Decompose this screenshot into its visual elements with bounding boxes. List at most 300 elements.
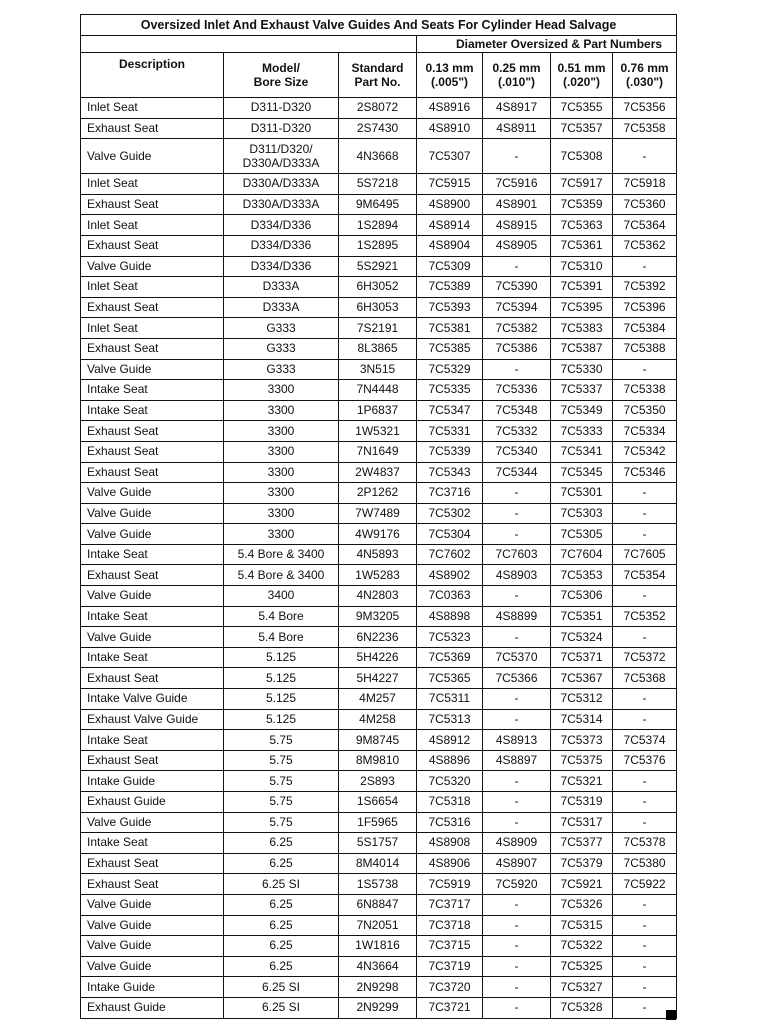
description-cell: Valve Guide: [81, 915, 224, 936]
part-051mm-cell: 7C5341: [551, 441, 613, 462]
model-cell: D333A: [224, 277, 339, 298]
table-body: [81, 98, 677, 1019]
part-051mm-cell: 7C5383: [551, 318, 613, 339]
part-025mm-cell: 4S8907: [483, 853, 551, 874]
description-cell: Exhaust Seat: [81, 194, 224, 215]
part-025mm-cell: 7C5382: [483, 318, 551, 339]
table-row: [81, 483, 677, 504]
part-076mm-cell: 7C5392: [613, 277, 677, 298]
model-cell: 5.75: [224, 812, 339, 833]
table-row: [81, 812, 677, 833]
model-cell: D311/D320/ D330A/D333A: [224, 139, 339, 174]
part-025mm-cell: 7C5366: [483, 668, 551, 689]
part-025mm-cell: 4S8897: [483, 750, 551, 771]
standard-part-cell: 8L3865: [339, 338, 417, 359]
model-cell: 5.4 Bore & 3400: [224, 565, 339, 586]
standard-part-cell: 2N9299: [339, 997, 417, 1018]
table-row: [81, 235, 677, 256]
table-row: [81, 771, 677, 792]
part-076mm-cell: -: [613, 709, 677, 730]
table-row: [81, 586, 677, 607]
standard-part-cell: 7N1649: [339, 441, 417, 462]
model-cell: D334/D336: [224, 215, 339, 236]
table-row: [81, 359, 677, 380]
description-cell: Inlet Seat: [81, 174, 224, 195]
part-025mm-cell: -: [483, 812, 551, 833]
part-025mm-cell: 4S8917: [483, 98, 551, 119]
standard-part-cell: 5S2921: [339, 256, 417, 277]
model-cell: 5.125: [224, 647, 339, 668]
part-025mm-cell: 4S8911: [483, 118, 551, 139]
part-051mm-cell: 7C5306: [551, 586, 613, 607]
table-row: [81, 421, 677, 442]
table-row: [81, 98, 677, 119]
part-025mm-cell: -: [483, 483, 551, 504]
part-051mm-cell: 7C5317: [551, 812, 613, 833]
table-row: [81, 215, 677, 236]
part-013mm-cell: 4S8898: [417, 606, 483, 627]
part-076mm-cell: 7C5342: [613, 441, 677, 462]
part-076mm-cell: 7C5356: [613, 98, 677, 119]
part-025mm-cell: -: [483, 709, 551, 730]
part-051mm-cell: 7C5321: [551, 771, 613, 792]
part-013mm-cell: 7C3721: [417, 997, 483, 1018]
description-cell: Exhaust Seat: [81, 297, 224, 318]
table-row: [81, 524, 677, 545]
model-cell: D311-D320: [224, 118, 339, 139]
description-cell: Intake Seat: [81, 730, 224, 751]
standard-part-cell: 4N3668: [339, 139, 417, 174]
description-cell: Exhaust Guide: [81, 997, 224, 1018]
part-051mm-cell: 7C5367: [551, 668, 613, 689]
model-cell: 6.25 SI: [224, 977, 339, 998]
table-row: [81, 256, 677, 277]
table-row: [81, 318, 677, 339]
part-051mm-cell: 7C5391: [551, 277, 613, 298]
part-025mm-cell: 7C5390: [483, 277, 551, 298]
part-076mm-cell: 7C5346: [613, 462, 677, 483]
model-cell: 3400: [224, 586, 339, 607]
standard-part-cell: 9M6495: [339, 194, 417, 215]
part-025mm-cell: 4S8905: [483, 235, 551, 256]
parts-table: [80, 14, 677, 1019]
description-cell: Valve Guide: [81, 139, 224, 174]
part-013mm-cell: 7C5316: [417, 812, 483, 833]
table-row: [81, 647, 677, 668]
part-025mm-cell: -: [483, 936, 551, 957]
column-header: [224, 53, 339, 98]
table-row: [81, 400, 677, 421]
part-013mm-cell: 7C5307: [417, 139, 483, 174]
part-051mm-cell: 7C5314: [551, 709, 613, 730]
part-051mm-cell: 7C5395: [551, 297, 613, 318]
description-cell: Valve Guide: [81, 524, 224, 545]
table-row: [81, 462, 677, 483]
part-013mm-cell: 7C5389: [417, 277, 483, 298]
table-row: [81, 118, 677, 139]
part-025mm-cell: 7C5394: [483, 297, 551, 318]
part-076mm-cell: -: [613, 689, 677, 710]
part-025mm-cell: 7C7603: [483, 544, 551, 565]
description-cell: Intake Seat: [81, 380, 224, 401]
description-cell: Exhaust Seat: [81, 668, 224, 689]
table-row: [81, 792, 677, 813]
part-013mm-cell: 7C3717: [417, 894, 483, 915]
model-cell: 6.25: [224, 833, 339, 854]
part-051mm-cell: 7C5305: [551, 524, 613, 545]
description-cell: Exhaust Seat: [81, 235, 224, 256]
column-header-line2: (.005"): [430, 75, 469, 89]
model-cell: 6.25: [224, 915, 339, 936]
description-cell: Exhaust Seat: [81, 441, 224, 462]
standard-part-cell: 7W7489: [339, 503, 417, 524]
part-025mm-cell: -: [483, 771, 551, 792]
model-cell: 3300: [224, 503, 339, 524]
part-013mm-cell: 4S8908: [417, 833, 483, 854]
part-076mm-cell: -: [613, 915, 677, 936]
column-header-line1: Description: [118, 57, 185, 71]
part-013mm-cell: 4S8914: [417, 215, 483, 236]
table-row: [81, 194, 677, 215]
column-header: [483, 53, 551, 98]
part-051mm-cell: 7C7604: [551, 544, 613, 565]
description-cell: Exhaust Valve Guide: [81, 709, 224, 730]
part-013mm-cell: 7C5919: [417, 874, 483, 895]
table-row: [81, 606, 677, 627]
description-cell: Inlet Seat: [81, 98, 224, 119]
standard-part-cell: 2S7430: [339, 118, 417, 139]
model-cell: 3300: [224, 524, 339, 545]
part-025mm-cell: -: [483, 977, 551, 998]
model-cell: 5.4 Bore: [224, 627, 339, 648]
part-025mm-cell: 7C5344: [483, 462, 551, 483]
standard-part-cell: 4M257: [339, 689, 417, 710]
table-row: [81, 689, 677, 710]
description-cell: Inlet Seat: [81, 318, 224, 339]
column-header-line1: 0.76 mm: [620, 61, 669, 75]
part-013mm-cell: 7C5393: [417, 297, 483, 318]
part-013mm-cell: 7C5339: [417, 441, 483, 462]
part-076mm-cell: 7C5380: [613, 853, 677, 874]
part-013mm-cell: 7C7602: [417, 544, 483, 565]
part-013mm-cell: 7C5385: [417, 338, 483, 359]
model-cell: D334/D336: [224, 235, 339, 256]
table-row: [81, 750, 677, 771]
standard-part-cell: 6H3052: [339, 277, 417, 298]
model-cell: D330A/D333A: [224, 174, 339, 195]
part-051mm-cell: 7C5353: [551, 565, 613, 586]
part-076mm-cell: 7C5350: [613, 400, 677, 421]
column-header-line2: Part No.: [354, 75, 401, 89]
part-013mm-cell: 7C5318: [417, 792, 483, 813]
standard-part-cell: 9M8745: [339, 730, 417, 751]
part-025mm-cell: -: [483, 997, 551, 1018]
part-025mm-cell: 4S8913: [483, 730, 551, 751]
column-header: [613, 53, 677, 98]
description-cell: Exhaust Seat: [81, 118, 224, 139]
column-header-line2: Bore Size: [253, 75, 309, 89]
column-header-line1: 0.13 mm: [425, 61, 474, 75]
part-076mm-cell: -: [613, 936, 677, 957]
table-row: [81, 565, 677, 586]
part-013mm-cell: 4S8912: [417, 730, 483, 751]
part-025mm-cell: 7C5340: [483, 441, 551, 462]
standard-part-cell: 6N8847: [339, 894, 417, 915]
standard-part-cell: 7S2191: [339, 318, 417, 339]
table-row: [81, 139, 677, 174]
standard-part-cell: 4N3664: [339, 956, 417, 977]
part-051mm-cell: 7C5325: [551, 956, 613, 977]
part-025mm-cell: 7C5348: [483, 400, 551, 421]
part-076mm-cell: -: [613, 139, 677, 174]
description-cell: Valve Guide: [81, 812, 224, 833]
model-cell: 5.75: [224, 750, 339, 771]
model-cell: 5.125: [224, 668, 339, 689]
model-cell: 3300: [224, 421, 339, 442]
model-cell: G333: [224, 318, 339, 339]
part-051mm-cell: 7C5373: [551, 730, 613, 751]
description-cell: Exhaust Seat: [81, 338, 224, 359]
model-cell: 5.75: [224, 730, 339, 751]
description-cell: Valve Guide: [81, 627, 224, 648]
description-cell: Exhaust Seat: [81, 462, 224, 483]
description-cell: Valve Guide: [81, 956, 224, 977]
part-051mm-cell: 7C5349: [551, 400, 613, 421]
model-cell: G333: [224, 359, 339, 380]
part-051mm-cell: 7C5357: [551, 118, 613, 139]
description-cell: Intake Valve Guide: [81, 689, 224, 710]
part-025mm-cell: 4S8901: [483, 194, 551, 215]
table-title: Oversized Inlet And Exhaust Valve Guides And Seats For Cylinder Head Salvage: [81, 15, 677, 36]
part-025mm-cell: -: [483, 689, 551, 710]
part-013mm-cell: 4S8902: [417, 565, 483, 586]
model-cell: 3300: [224, 441, 339, 462]
standard-part-cell: 5S1757: [339, 833, 417, 854]
part-076mm-cell: 7C5374: [613, 730, 677, 751]
part-076mm-cell: 7C5362: [613, 235, 677, 256]
description-cell: Valve Guide: [81, 586, 224, 607]
description-cell: Exhaust Seat: [81, 853, 224, 874]
part-025mm-cell: -: [483, 256, 551, 277]
part-076mm-cell: 7C5372: [613, 647, 677, 668]
standard-part-cell: 1P6837: [339, 400, 417, 421]
part-076mm-cell: 7C5360: [613, 194, 677, 215]
part-076mm-cell: 7C5352: [613, 606, 677, 627]
part-076mm-cell: 7C5368: [613, 668, 677, 689]
table-row: [81, 894, 677, 915]
part-051mm-cell: 7C5359: [551, 194, 613, 215]
part-025mm-cell: -: [483, 359, 551, 380]
parts-table-sheet: [80, 14, 676, 1019]
part-076mm-cell: 7C5922: [613, 874, 677, 895]
part-013mm-cell: 7C0363: [417, 586, 483, 607]
description-cell: Inlet Seat: [81, 277, 224, 298]
standard-part-cell: 7N2051: [339, 915, 417, 936]
part-025mm-cell: -: [483, 503, 551, 524]
part-076mm-cell: -: [613, 977, 677, 998]
model-cell: D334/D336: [224, 256, 339, 277]
table-row: [81, 503, 677, 524]
part-076mm-cell: -: [613, 956, 677, 977]
model-cell: 5.4 Bore: [224, 606, 339, 627]
part-013mm-cell: 7C3716: [417, 483, 483, 504]
model-cell: 6.25 SI: [224, 874, 339, 895]
part-013mm-cell: 4S8900: [417, 194, 483, 215]
column-header-line1: Standard: [351, 61, 404, 75]
part-025mm-cell: -: [483, 586, 551, 607]
part-025mm-cell: -: [483, 915, 551, 936]
table-row: [81, 174, 677, 195]
part-025mm-cell: 7C5920: [483, 874, 551, 895]
table-row: [81, 668, 677, 689]
part-051mm-cell: 7C5917: [551, 174, 613, 195]
part-051mm-cell: 7C5327: [551, 977, 613, 998]
corner-mark: [666, 1010, 676, 1020]
part-051mm-cell: 7C5319: [551, 792, 613, 813]
part-013mm-cell: 7C5302: [417, 503, 483, 524]
part-013mm-cell: 7C5313: [417, 709, 483, 730]
column-header-line1: 0.25 mm: [492, 61, 541, 75]
standard-part-cell: 1S6654: [339, 792, 417, 813]
model-cell: 6.25 SI: [224, 997, 339, 1018]
part-051mm-cell: 7C5371: [551, 647, 613, 668]
standard-part-cell: 2P1262: [339, 483, 417, 504]
part-013mm-cell: 7C5309: [417, 256, 483, 277]
part-013mm-cell: 7C5369: [417, 647, 483, 668]
description-cell: Intake Seat: [81, 606, 224, 627]
table-row: [81, 380, 677, 401]
standard-part-cell: 3N515: [339, 359, 417, 380]
standard-part-cell: 6N2236: [339, 627, 417, 648]
part-051mm-cell: 7C5322: [551, 936, 613, 957]
description-cell: Valve Guide: [81, 256, 224, 277]
part-051mm-cell: 7C5326: [551, 894, 613, 915]
description-cell: Valve Guide: [81, 483, 224, 504]
model-cell: 6.25: [224, 956, 339, 977]
table-row: [81, 956, 677, 977]
column-header-line2: (.020"): [562, 75, 601, 89]
model-cell: D311-D320: [224, 98, 339, 119]
column-header: [417, 53, 483, 98]
part-076mm-cell: -: [613, 524, 677, 545]
part-051mm-cell: 7C5363: [551, 215, 613, 236]
part-076mm-cell: 7C5376: [613, 750, 677, 771]
model-cell: 5.4 Bore & 3400: [224, 544, 339, 565]
part-013mm-cell: 7C5320: [417, 771, 483, 792]
description-cell: Exhaust Seat: [81, 421, 224, 442]
column-header-line2: (.010"): [497, 75, 536, 89]
standard-part-cell: 4M258: [339, 709, 417, 730]
header-spacer: [81, 36, 417, 53]
model-cell: 5.125: [224, 709, 339, 730]
table-row: [81, 997, 677, 1018]
standard-part-cell: 2N9298: [339, 977, 417, 998]
part-076mm-cell: -: [613, 627, 677, 648]
part-013mm-cell: 7C5323: [417, 627, 483, 648]
standard-part-cell: 5S7218: [339, 174, 417, 195]
standard-part-cell: 1W5283: [339, 565, 417, 586]
part-076mm-cell: -: [613, 359, 677, 380]
part-076mm-cell: -: [613, 771, 677, 792]
part-051mm-cell: 7C5333: [551, 421, 613, 442]
part-013mm-cell: 4S8906: [417, 853, 483, 874]
part-025mm-cell: 7C5336: [483, 380, 551, 401]
part-013mm-cell: 7C5335: [417, 380, 483, 401]
table-row: [81, 544, 677, 565]
part-076mm-cell: 7C5338: [613, 380, 677, 401]
part-051mm-cell: 7C5337: [551, 380, 613, 401]
part-025mm-cell: -: [483, 792, 551, 813]
model-cell: 6.25: [224, 894, 339, 915]
standard-part-cell: 1S2894: [339, 215, 417, 236]
description-cell: Intake Seat: [81, 647, 224, 668]
model-cell: 6.25: [224, 853, 339, 874]
part-025mm-cell: -: [483, 894, 551, 915]
part-051mm-cell: 7C5921: [551, 874, 613, 895]
part-025mm-cell: 7C5916: [483, 174, 551, 195]
column-header-line1: 0.51 mm: [557, 61, 606, 75]
standard-part-cell: 1S2895: [339, 235, 417, 256]
table-row: [81, 936, 677, 957]
part-076mm-cell: 7C5364: [613, 215, 677, 236]
part-025mm-cell: 4S8903: [483, 565, 551, 586]
part-076mm-cell: 7C5354: [613, 565, 677, 586]
model-cell: D330A/D333A: [224, 194, 339, 215]
description-cell: Intake Seat: [81, 833, 224, 854]
description-cell: Inlet Seat: [81, 215, 224, 236]
part-013mm-cell: 7C5331: [417, 421, 483, 442]
table-row: [81, 853, 677, 874]
standard-part-cell: 8M9810: [339, 750, 417, 771]
part-051mm-cell: 7C5301: [551, 483, 613, 504]
part-076mm-cell: 7C5378: [613, 833, 677, 854]
model-cell: 5.75: [224, 792, 339, 813]
model-cell: G333: [224, 338, 339, 359]
part-013mm-cell: 7C5329: [417, 359, 483, 380]
model-cell: 3300: [224, 462, 339, 483]
part-076mm-cell: 7C5918: [613, 174, 677, 195]
model-cell: 5.75: [224, 771, 339, 792]
part-025mm-cell: 4S8915: [483, 215, 551, 236]
part-051mm-cell: 7C5308: [551, 139, 613, 174]
standard-part-cell: 2W4837: [339, 462, 417, 483]
part-025mm-cell: 7C5370: [483, 647, 551, 668]
description-cell: Exhaust Guide: [81, 792, 224, 813]
column-header: [551, 53, 613, 98]
part-051mm-cell: 7C5377: [551, 833, 613, 854]
part-051mm-cell: 7C5375: [551, 750, 613, 771]
part-013mm-cell: 7C5343: [417, 462, 483, 483]
standard-part-cell: 1W1816: [339, 936, 417, 957]
description-cell: Intake Guide: [81, 771, 224, 792]
standard-part-cell: 1F5965: [339, 812, 417, 833]
part-025mm-cell: -: [483, 956, 551, 977]
part-076mm-cell: -: [613, 503, 677, 524]
part-013mm-cell: 4S8916: [417, 98, 483, 119]
model-cell: 3300: [224, 400, 339, 421]
part-076mm-cell: 7C5358: [613, 118, 677, 139]
table-row: [81, 730, 677, 751]
table-row: [81, 338, 677, 359]
description-cell: Valve Guide: [81, 359, 224, 380]
part-051mm-cell: 7C5379: [551, 853, 613, 874]
column-header: [81, 53, 224, 98]
table-row: [81, 277, 677, 298]
part-025mm-cell: -: [483, 627, 551, 648]
part-076mm-cell: -: [613, 586, 677, 607]
part-076mm-cell: 7C5334: [613, 421, 677, 442]
standard-part-cell: 9M3205: [339, 606, 417, 627]
